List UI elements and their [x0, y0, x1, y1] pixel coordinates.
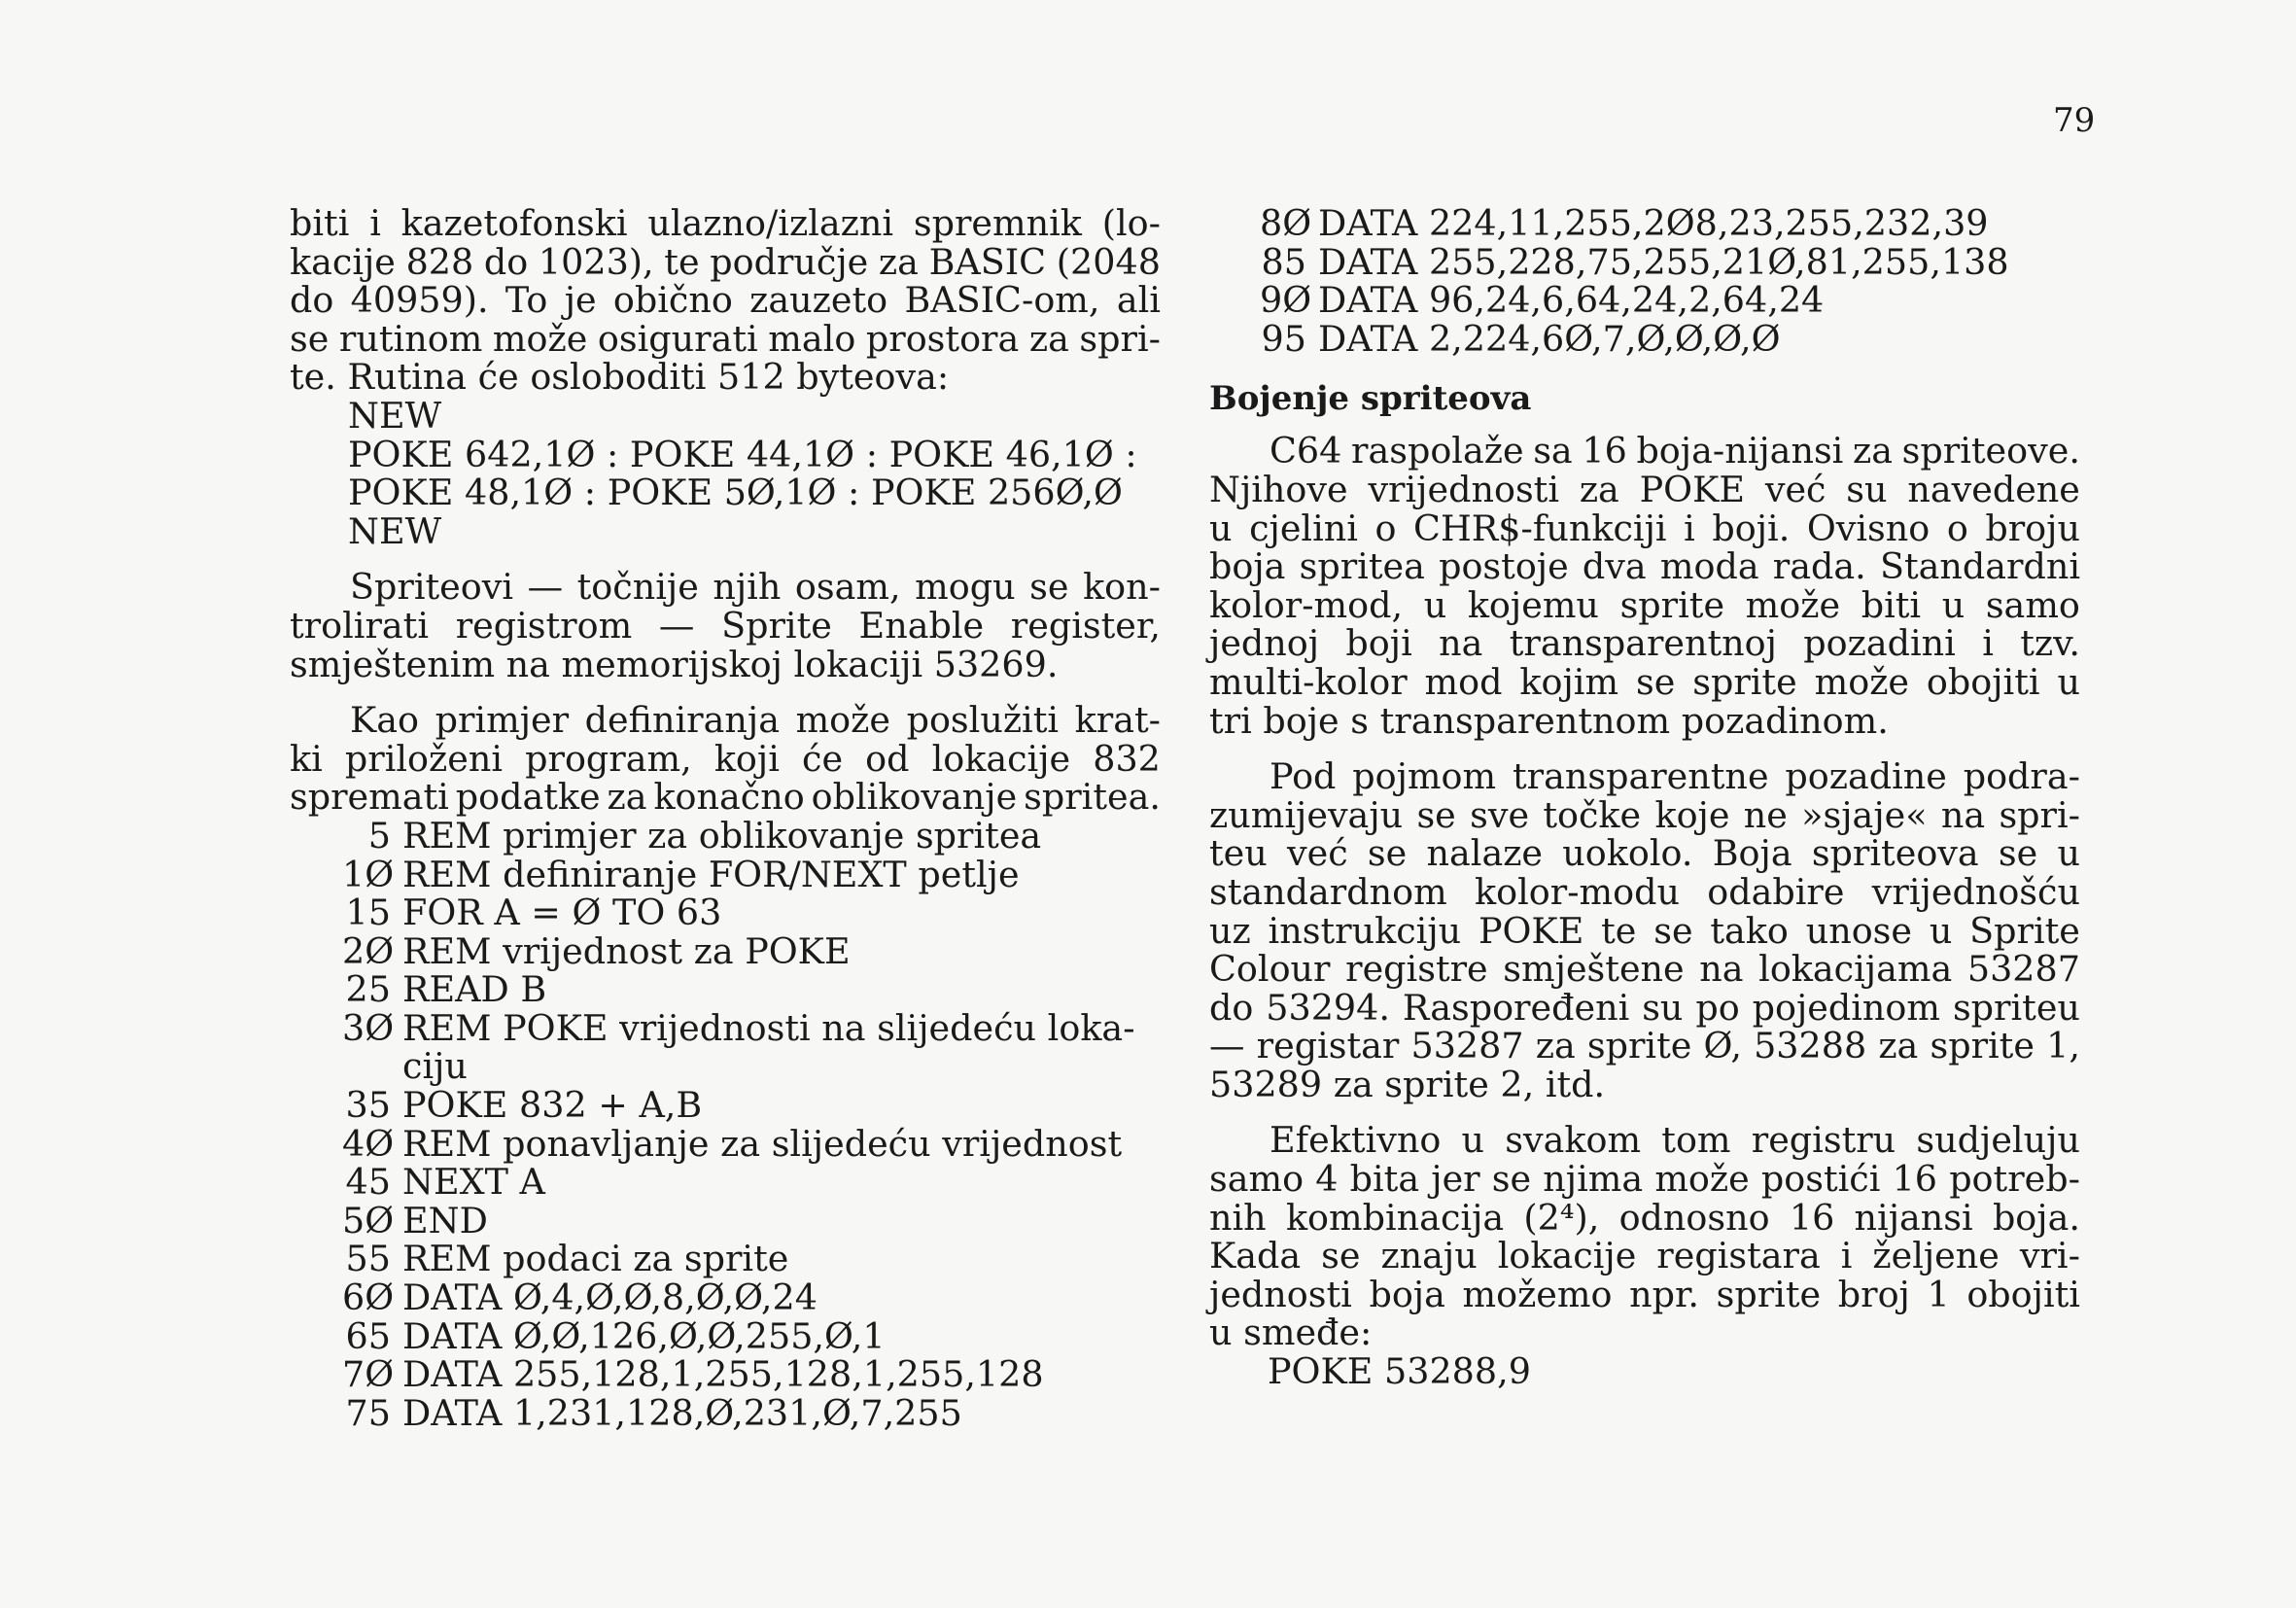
- code-line: POKE 642,1Ø : POKE 44,1Ø : POKE 46,1Ø :: [348, 433, 1137, 475]
- text-line: smještenim na memorijskoj lokaciji 53269.: [290, 643, 1059, 685]
- text-line: biti i kazetofonski ulazno/izlazni spremnik (lo-: [290, 202, 1161, 244]
- program-line: [290, 1391, 1161, 1434]
- line-number: 5: [367, 814, 391, 856]
- code-line: NEW: [348, 509, 442, 552]
- line-number: 1Ø: [342, 853, 395, 895]
- text-line: zumijevaju se sve točke koje ne »sjaje« na spri-: [1209, 793, 2080, 836]
- text-line: 53289 za sprite 2, itd.: [1209, 1063, 1606, 1105]
- line-number: 55: [345, 1238, 391, 1280]
- text-line: teu već se nalaze uokolo. Boja spriteova se u: [1209, 832, 2080, 875]
- statement: REM vrijednost za POKE: [402, 929, 851, 972]
- text-line: boja spritea postoje dva moda rada. Standardni: [1209, 545, 2080, 588]
- statement: END: [402, 1199, 488, 1241]
- program-line: [290, 1006, 1161, 1049]
- text-line: jednosti boja možemo npr. sprite broj 1 obojiti: [1209, 1273, 2080, 1315]
- text-line: samo 4 bita jer se njima može postići 16 potreb-: [1209, 1158, 2080, 1201]
- line-number: 3Ø: [342, 1006, 395, 1049]
- text-line: trolirati registrom — Sprite Enable register,: [290, 604, 1161, 647]
- program-line: [290, 1047, 1161, 1086]
- code-line: POKE 48,1Ø : POKE 5Ø,1Ø : POKE 256Ø,Ø: [348, 472, 1123, 514]
- program-line: [290, 1122, 1161, 1165]
- text-line: Efektivno u svakom tom registru sudjeluju: [1270, 1119, 2080, 1162]
- text-line: Kada se znaju lokacije registara i željene vri-: [1209, 1235, 2080, 1277]
- text-line: jednoj boji na transparentnoj pozadini i tzv.: [1209, 622, 2080, 665]
- text-line: u smeđe:: [1209, 1311, 1373, 1354]
- text-line: uz instrukciju POKE te se tako unose u Sprite: [1209, 909, 2080, 952]
- line-number: 8Ø: [1260, 202, 1312, 244]
- text-line: se rutinom može osigurati malo prostora za spri-: [290, 317, 1161, 360]
- line-number: 9Ø: [1260, 279, 1312, 322]
- text-line: Njihove vrijednosti za POKE već su navedene: [1209, 468, 2080, 510]
- statement: DATA 255,228,75,255,21Ø,81,255,138: [1318, 240, 2009, 283]
- text-line: Kao primjer definiranja može poslužiti krat-: [350, 699, 1161, 742]
- program-line: [290, 1240, 1161, 1278]
- text-line: spremati podatke za konačno oblikovanje spritea.: [290, 776, 1161, 819]
- statement: REM ponavljanje za slijedeću vrijednost: [402, 1122, 1123, 1165]
- text-line: standardnom kolor-modu odabire vrijednošću: [1209, 870, 2080, 913]
- statement: FOR A = Ø TO 63: [402, 891, 722, 934]
- line-number: 65: [345, 1314, 391, 1357]
- text-line: nih kombinacija (2⁴), odnosno 16 nijansi boja.: [1209, 1196, 2080, 1239]
- statement: DATA 224,11,255,2Ø8,23,255,232,39: [1318, 202, 1989, 244]
- statement: DATA Ø,4,Ø,Ø,8,Ø,Ø,24: [402, 1276, 818, 1319]
- left-program: [290, 814, 1161, 1434]
- text-line: te. Rutina će osloboditi 512 byteova:: [290, 356, 950, 399]
- program-line: [290, 970, 1161, 1009]
- text-line: C64 raspolaže sa 16 boja-nijansi za spriteove.: [1270, 430, 2080, 472]
- statement: DATA 1,231,128,Ø,231,Ø,7,255: [402, 1391, 962, 1434]
- right-para-1: [1209, 432, 2080, 740]
- program-line: [1209, 317, 2080, 360]
- statement: READ B: [402, 968, 547, 1011]
- line-number: 7Ø: [342, 1353, 395, 1396]
- left-para-3: [290, 701, 1161, 817]
- statement: DATA 96,24,6,64,24,2,64,24: [1318, 279, 1825, 322]
- statement: REM podaci za sprite: [402, 1238, 789, 1280]
- text-line: — registar 53287 za sprite Ø, 53288 za sprite 1,: [1209, 1025, 2080, 1067]
- left-column: [290, 204, 1161, 1432]
- program-line: [290, 1086, 1161, 1125]
- text-line: Pod pojmom transparentne pozadine podra-: [1270, 755, 2080, 798]
- program-line: [1209, 281, 2080, 320]
- text-line: tri boje s transparentnom pozadinom.: [1209, 699, 1889, 742]
- left-para-2: [290, 568, 1161, 683]
- text-line: do 40959). To je obično zauzeto BASIC-om, ali: [290, 279, 1161, 322]
- line-number: 4Ø: [342, 1122, 395, 1165]
- left-code-1: [290, 394, 1161, 552]
- line-number: 6Ø: [342, 1276, 395, 1319]
- program-line: [290, 1278, 1161, 1317]
- right-column: [1209, 204, 2080, 1391]
- line-number: 35: [345, 1084, 391, 1127]
- statement: POKE 832 + A,B: [402, 1084, 703, 1127]
- program-line: [290, 1199, 1161, 1241]
- statement: NEXT A: [402, 1161, 545, 1204]
- statement: DATA 255,128,1,255,128,1,255,128: [402, 1353, 1044, 1396]
- text-line: ki priloženi program, koji će od lokacije 832: [290, 737, 1161, 780]
- line-number: [342, 1047, 391, 1086]
- line-number: 5Ø: [342, 1199, 395, 1241]
- line-number: 25: [345, 968, 391, 1011]
- text-line: Colour registre smještene na lokacijama 53287: [1209, 948, 2080, 991]
- line-number: 95: [1261, 317, 1306, 360]
- statement: REM definiranje FOR/NEXT petlje: [402, 853, 1020, 895]
- statement: DATA Ø,Ø,126,Ø,Ø,255,Ø,1: [402, 1314, 886, 1357]
- program-line: [290, 929, 1161, 972]
- program-line: [290, 814, 1161, 856]
- statement: DATA 2,224,6Ø,7,Ø,Ø,Ø,Ø: [1318, 317, 1781, 360]
- left-para-1: [290, 204, 1161, 397]
- program-line: [290, 1314, 1161, 1357]
- right-para-2: [1209, 757, 2080, 1103]
- code-line: NEW: [348, 394, 442, 437]
- program-line: [290, 1355, 1161, 1394]
- text-line: kacije 828 do 1023), te područje za BASIC (2048: [290, 240, 1161, 283]
- text-line: Spriteovi — točnije njih osam, mogu se kon-: [350, 566, 1161, 609]
- statement: ciju: [402, 1045, 468, 1088]
- line-number: 15: [345, 891, 391, 934]
- program-line: [1209, 204, 2080, 243]
- program-line: [290, 1163, 1161, 1202]
- program-line: [1209, 240, 2080, 283]
- line-number: 2Ø: [342, 929, 395, 972]
- page-number: 79: [2053, 101, 2096, 140]
- section-heading: Bojenje spriteova: [1209, 379, 1532, 419]
- text-line: do 53294. Raspoređeni su po pojedinom spriteu: [1209, 986, 2080, 1029]
- text-line: u cjelini o CHR$-funkciji i boji. Ovisno o broju: [1209, 507, 2080, 549]
- text-line: multi-kolor mod kojim se sprite može obojiti u: [1209, 660, 2080, 703]
- code-line: POKE 53288,9: [1268, 1350, 1531, 1393]
- line-number: 85: [1261, 240, 1306, 283]
- line-number: 45: [345, 1161, 391, 1204]
- statement: REM primjer za oblikovanje spritea: [402, 814, 1042, 856]
- line-number: 75: [345, 1391, 391, 1434]
- program-line: [290, 853, 1161, 895]
- right-para-3: [1209, 1121, 2080, 1352]
- text-line: kolor-mod, u kojemu sprite može biti u samo: [1209, 583, 2080, 626]
- program-line: [290, 893, 1161, 932]
- statement: REM POKE vrijednosti na slijedeću loka-: [402, 1006, 1135, 1049]
- right-program: [1209, 204, 2080, 358]
